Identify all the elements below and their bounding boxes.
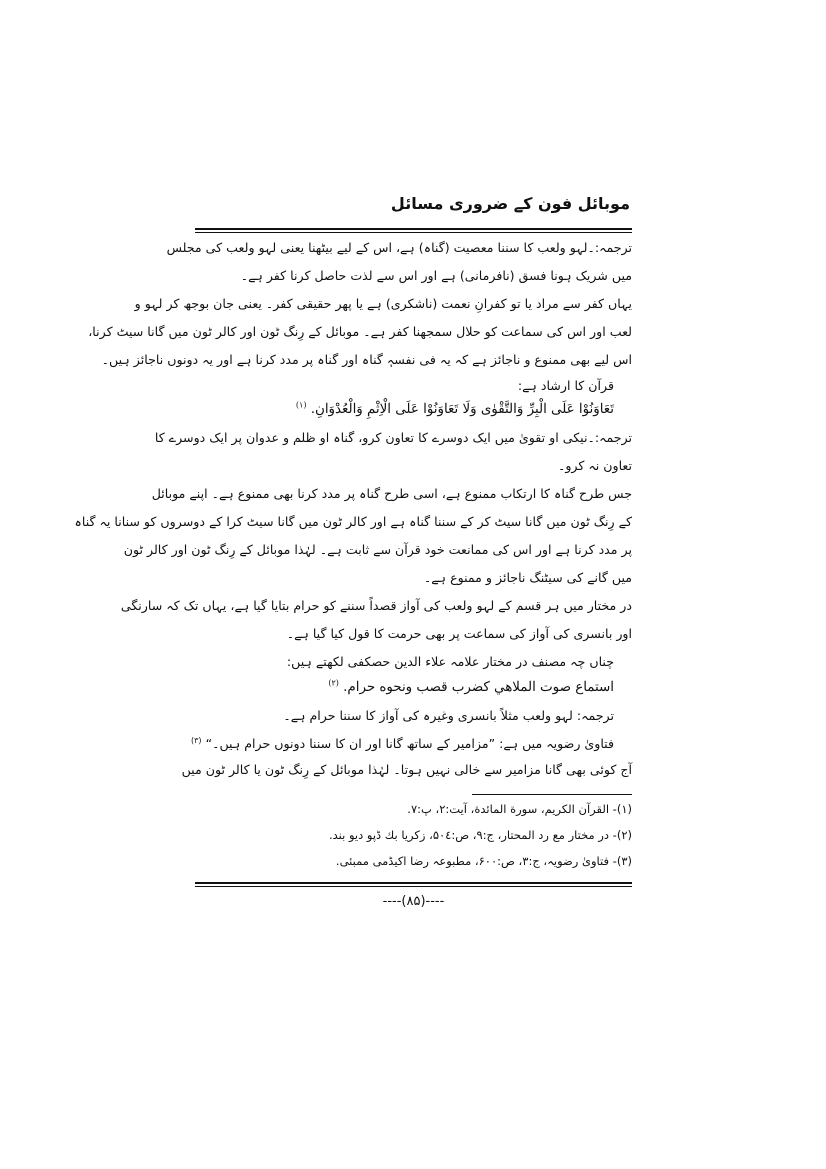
text-line: در مختار میں ہر قسم کے لہو ولعب کی آواز قصداً سننے کو حرام بتایا گیا ہے، یہاں تک کہ سارنگی	[120, 598, 632, 613]
text-line: اور بانسری کی آواز کی سماعت پر بھی حرمت کا قول کیا گیا ہے۔	[286, 626, 632, 641]
footer-rule-thin	[195, 886, 632, 887]
header-rule-thick	[195, 228, 632, 230]
text-line: آج کوئی بھی گانا مزامیر سے خالی نہیں ہوتا۔ لہٰذا موبائل کے رِنگ ٹون یا کالر ٹون میں	[181, 762, 632, 777]
footnote-mark-3: (۳)	[191, 735, 202, 745]
text-line: پر مدد کرنا ہے اور اس کی ممانعت خود قرآن سے ثابت ہے۔ لہٰذا موبائل کے رِنگ ٹون اور کالر ٹون	[123, 542, 632, 557]
running-header	[195, 190, 632, 234]
page	[74, 190, 632, 909]
text-line: ترجمہ:۔نیکی او تقویٰ میں ایک دوسرے کا تعاون کرو، گناہ او ظلم و عدوان پر ایک دوسرے کا	[154, 430, 632, 445]
header-title: موبائل فون کے ضروری مسائل	[390, 194, 630, 213]
text-line: یہاں کفر سے مراد یا تو کفرانِ نعمت (ناشکری) ہے یا پھر حقیقی کفر۔ یعنی جان بوجھ کر لہو و	[134, 296, 632, 311]
text-line: تعاون نہ کرو۔	[557, 458, 632, 473]
text-line: کے رِنگ ٹون میں گانا سیٹ کر کے سننا گناہ ہے اور کالر ٹون میں گانا سیٹ کرا کے دوسروں کو سنانا یہ گناہ	[74, 514, 632, 529]
text-line: اس لیے بھی ممنوع و ناجائز ہے کہ یہ فی نفسہٖ گناہ اور گناہ پر مدد کرنا ہے اور یہ دونوں ناجائز ہیں۔	[101, 352, 632, 367]
text-line: میں شریک ہونا فسق (نافرمانی) ہے اور اس سے لذت حاصل کرنا کفر ہے۔	[240, 268, 632, 283]
quran-verse-text: تَعَاوَنُوْا عَلَى الْبِرِّ وَالتَّقْوٰى وَلَا تَعَاوَنُوْا عَلَى الْاِثْمِ وَالْعُدْوَانِ.	[310, 402, 614, 417]
footnote-mark-1: (۱)	[295, 400, 307, 410]
text-line: لعب اور اس کی سماعت کو حلال سمجھنا کفر ہے۔ موبائل کے رِنگ ٹون اور کالر ٹون میں گانا سیٹ کرنا،	[88, 324, 632, 339]
text-line: ترجمہ: لہو ولعب مثلاً بانسری وغیرہ کی آواز کا سننا حرام ہے۔	[283, 708, 614, 723]
text-line	[191, 734, 614, 754]
arabic-quote-text: استماع صوت الملاهي كضرب قصب ونحوه حرام.	[343, 680, 614, 695]
footnote-mark-2: (۲)	[328, 678, 339, 688]
fatawa-quote-text: فتاویٰ رضویہ میں ہے: ”مزامیر کے ساتھ گانا اور ان کا سننا دونوں حرام ہیں۔“	[205, 736, 614, 751]
quran-verse	[296, 400, 614, 420]
text-line: چناں چہ مصنف در مختار علامہ علاء الدین حصکفی لکھتے ہیں:	[286, 654, 614, 669]
page-number: ----(۸۵)----	[382, 894, 445, 909]
text-line: میں گانے کی سیٹنگ ناجائز و ممنوع ہے۔	[423, 570, 632, 585]
text-line: جس طرح گناہ کا ارتکاب ممنوع ہے، اسی طرح گناہ پر مدد کرنا بھی ممنوع ہے۔ اپنے موبائل	[151, 486, 632, 501]
header-rule-thin	[195, 232, 632, 233]
footnote-separator	[472, 794, 632, 795]
text-line: قرآن کا ارشاد ہے:	[517, 378, 614, 393]
footer-rule-thick	[195, 882, 632, 884]
arabic-quote	[328, 678, 614, 698]
text-line: ترجمہ:۔لہو ولعب کا سننا معصیت (گناہ) ہے، اس کے لیے بیٹھنا یعنی لہو ولعب کی مجلس	[166, 240, 632, 255]
footnote-1: (۱)- القرآن الكريم، سورة المائدة، آيت:۲، پ:۷.	[407, 802, 632, 816]
footnote-3: (۳)- فتاوىٰ رضويہ، ج:۳، ص:۶۰۰، مطبوعہ رضا اكيڈمی ممبئی.	[335, 854, 632, 868]
footnote-2: (۲)- در مختار مع رد المحتار، ج:۹، ص:۵۰٤، زكريا بك ڈپو ديو بند.	[328, 828, 632, 842]
